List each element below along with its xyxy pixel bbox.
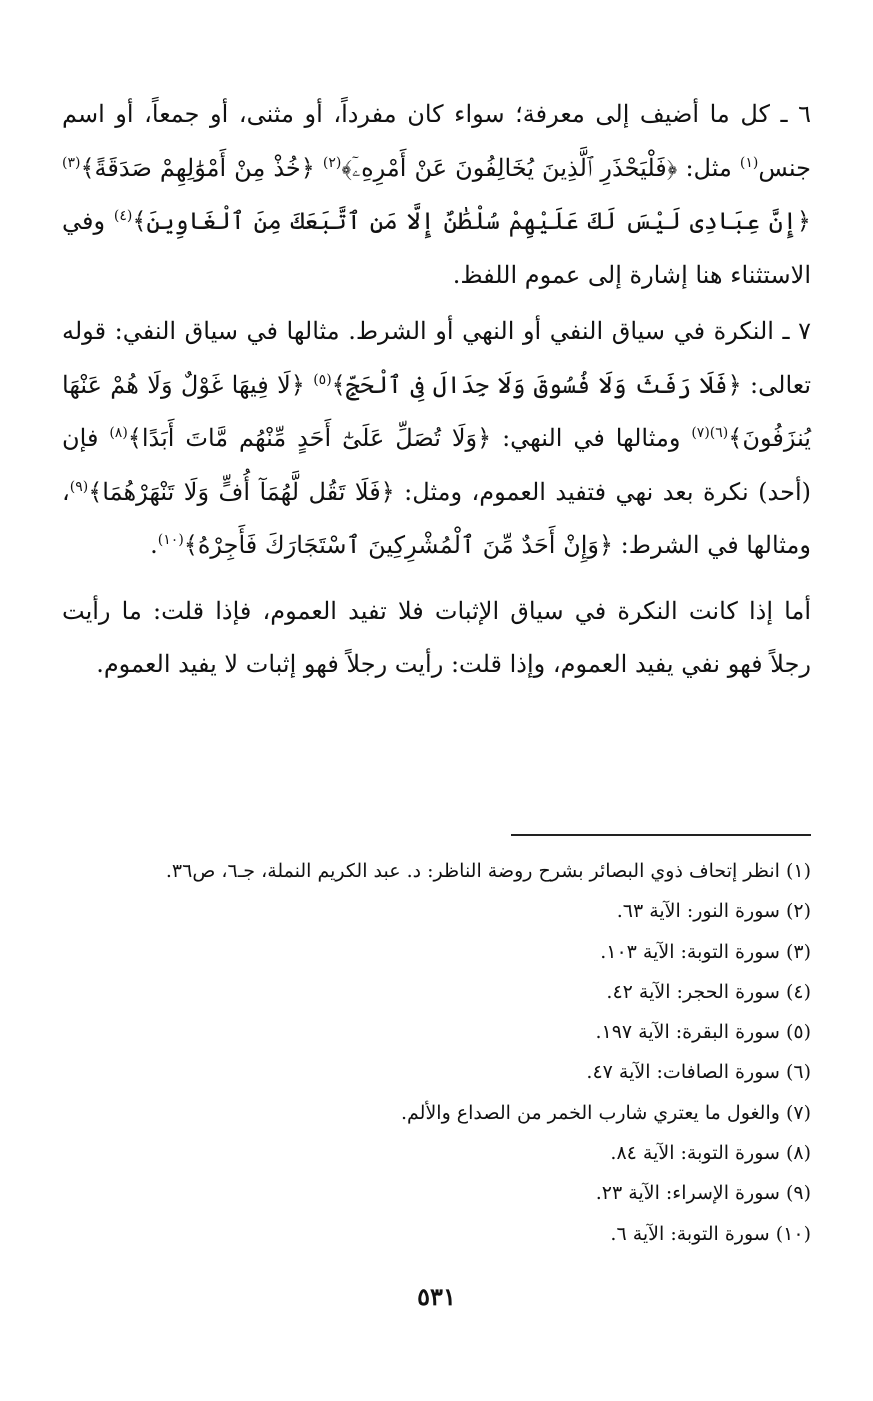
- footnote-number: (١٠): [775, 1222, 811, 1245]
- footnote-item: [62, 1173, 811, 1213]
- paragraph-6: [62, 88, 811, 302]
- footnote-text: سورة التوبة: الآية ٨٤.: [610, 1142, 780, 1165]
- footnote-number: (٢): [785, 900, 811, 923]
- footnote-ref-8[interactable]: (٨): [109, 425, 128, 441]
- quran-verse-5: ﴿لَا فِيهَا غَوْلٌ وَلَا هُمْ عَنْهَا يُنزَفُونَ﴾: [62, 370, 811, 452]
- footnote-item: [62, 1133, 811, 1173]
- footnote-ref-6-7[interactable]: (٦)(٧): [691, 425, 729, 441]
- footnote-item: [62, 851, 811, 891]
- footnote-text: سورة البقرة: الآية ١٩٧.: [595, 1021, 780, 1044]
- quran-verse-6: ﴿وَلَا تُصَلِّ عَلَىٰٓ أَحَدٍ مِّنْهُم مَّاتَ أَبَدًا﴾: [127, 424, 492, 452]
- footnote-number: (٩): [785, 1182, 811, 1205]
- footnote-text: سورة النور: الآية ٦٣.: [616, 900, 780, 923]
- footnote-item: [62, 932, 811, 972]
- footnote-number: (٤): [785, 980, 811, 1003]
- footnote-number: (٣): [785, 940, 811, 963]
- footnote-ref-2[interactable]: (٢): [322, 154, 342, 171]
- quran-verse-2: ﴿خُذْ مِنْ أَمْوَٰلِهِمْ صَدَقَةً﴾: [80, 153, 323, 182]
- quran-verse-1: ﴿فَلْيَحْذَرِ ٱلَّذِينَ يُخَالِفُونَ عَنْ أَمْرِهِۦٓ﴾: [341, 153, 678, 182]
- footnote-item: [62, 1214, 811, 1254]
- footnote-ref-9[interactable]: (٩): [69, 478, 89, 495]
- footnote-text: والغول ما يعتري شارب الخمر من الصداع والألم.: [401, 1101, 780, 1124]
- footnote-number: (٨): [785, 1142, 811, 1165]
- footnote-text: سورة الحجر: الآية ٤٢.: [606, 980, 780, 1003]
- quran-verse-3: ﴿إِنَّ عِبَادِى لَيْسَ لَكَ عَلَيْهِمْ سُلْطَٰنٌ إِلَّا مَنِ ٱتَّبَعَكَ مِنَ ٱلْغَاوِينَ﴾: [132, 207, 811, 235]
- footnote-ref-3[interactable]: (٣): [62, 154, 81, 171]
- footnote-number: (٥): [785, 1021, 811, 1044]
- footnote-separator: [511, 834, 811, 836]
- footnote-item: [62, 1093, 811, 1133]
- quran-verse-7: ﴿فَلَا تَقُل لَّهُمَآ أُفٍّ وَلَا تَنْهَرْهُمَا﴾: [88, 477, 395, 506]
- footnote-number: (٧): [785, 1101, 811, 1124]
- footnote-item: [62, 1012, 811, 1052]
- footnote-text: سورة الصافات: الآية ٤٧.: [586, 1061, 780, 1084]
- footnote-text: سورة الإسراء: الآية ٢٣.: [595, 1182, 780, 1205]
- footnote-text: سورة التوبة: الآية ١٠٣.: [600, 940, 780, 963]
- footnote-number: (٦): [785, 1061, 811, 1084]
- quran-verse-8: ﴿وَإِنْ أَحَدٌ مِّنَ ٱلْمُشْرِكِينَ ٱسْتَجَارَكَ فَأَجِرْهُ﴾: [183, 531, 614, 559]
- footnote-number: (١): [785, 860, 811, 882]
- paragraph-8: أما إذا كانت النكرة في سياق الإثبات فلا تفيد العموم، فإذا قلت: ما رأيت رجلاً فهو نفي يفيد العموم، وإذا قلت: رأيت رجلاً فهو إثبات لا يفيد العموم.: [62, 596, 812, 678]
- footnote-ref-10[interactable]: (١٠): [157, 532, 184, 548]
- page-number: ٥٣١: [417, 1282, 456, 1311]
- p7-middle: فإن (أحد) نكرة بعد نهي فتفيد العموم، ومثل:: [62, 424, 811, 506]
- footnote-text: سورة التوبة: الآية ٦.: [610, 1222, 770, 1245]
- footnote-item: [62, 972, 811, 1012]
- p6-ending: وفي الاستثناء هنا إشارة إلى عموم اللفظ.: [62, 207, 811, 289]
- p6-example-label: مثل:: [677, 153, 740, 182]
- footnote-item: [62, 891, 811, 931]
- footnote-ref-5[interactable]: (٥): [313, 371, 332, 388]
- footnote-ref-4[interactable]: (٤): [113, 208, 133, 224]
- footnote-item: [62, 1052, 811, 1092]
- p6-intro: ٦ ـ كل ما أضيف إلى معرفة؛ سواء كان مفرداً، أو مثنى، أو جمعاً، أو اسم جنس: [62, 100, 811, 182]
- p7-shart-label: ، ومثالها في الشرط:: [62, 477, 811, 559]
- paragraph-7: [62, 305, 811, 573]
- quran-verse-4: ﴿فَلَا رَفَثَ وَلَا فُسُوقَ وَلَا جِدَالَ فِى ٱلْحَجِّ﴾: [331, 370, 742, 399]
- footnotes-list: [62, 851, 811, 1254]
- page-body: [62, 88, 811, 692]
- p7-intro: ٧ ـ النكرة في سياق النفي أو النهي أو الشرط. مثالها في سياق النفي: قوله تعالى:: [62, 317, 812, 399]
- p7-ending: .: [150, 531, 158, 559]
- footnote-text: انظر إتحاف ذوي البصائر بشرح روضة الناظر: د. عبد الكريم النملة، جـ٦، ص٣٦.: [165, 860, 780, 882]
- p7-nahy-label: ومثالها في النهي:: [491, 424, 692, 452]
- footnote-ref-1[interactable]: (١): [739, 154, 759, 171]
